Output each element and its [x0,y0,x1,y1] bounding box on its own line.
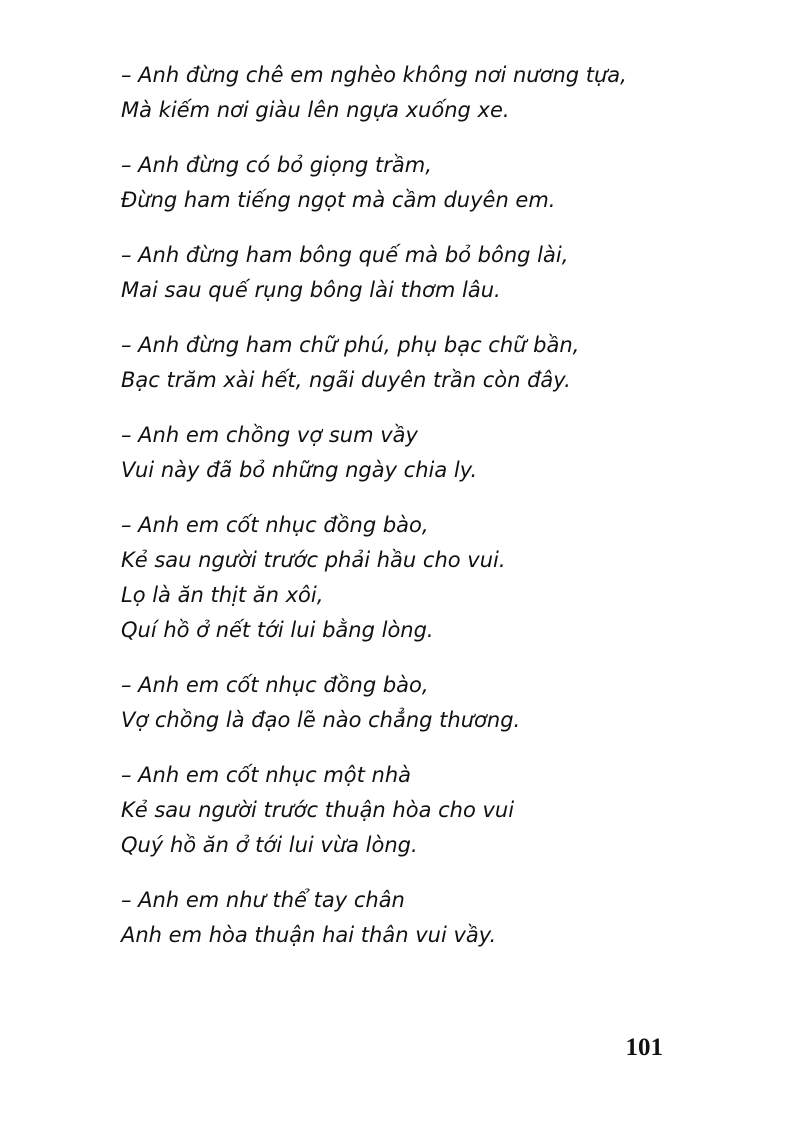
poem-line: – Anh em như thể tay chân [121,888,405,912]
poem-line: Bạc trăm xài hết, ngãi duyên trần còn đây. [121,368,571,392]
stanza [121,328,721,398]
poem-line: – Anh đừng ham chữ phú, phụ bạc chữ bần, [121,333,580,357]
poem-line: Kẻ sau người trước thuận hòa cho vui [121,798,515,822]
poem-line: Quý hồ ăn ở tới lui vừa lòng. [121,833,418,857]
poem-body [121,58,721,973]
stanza [121,418,721,488]
stanza [121,508,721,648]
poem-line: – Anh đừng có bỏ giọng trầm, [121,153,432,177]
poem-line: – Anh em cốt nhục một nhà [121,763,412,787]
poem-line: Mà kiếm nơi giàu lên ngựa xuống xe. [121,98,510,122]
poem-line: Mai sau quế rụng bông lài thơm lâu. [121,278,501,302]
stanza [121,238,721,308]
poem-line: – Anh em cốt nhục đồng bào, [121,513,429,537]
poem-line: – Anh đừng ham bông quế mà bỏ bông lài, [121,243,569,267]
stanza [121,668,721,738]
poem-line: – Anh em chồng vợ sum vầy [121,423,418,447]
poem-line: – Anh đừng chê em nghèo không nơi nương tựa, [121,63,627,87]
poem-line: Đừng ham tiếng ngọt mà cầm duyên em. [121,188,556,212]
stanza [121,148,721,218]
stanza [121,758,721,863]
poem-line: – Anh em cốt nhục đồng bào, [121,673,429,697]
stanza [121,58,721,128]
poem-line: Lọ là ăn thịt ăn xôi, [121,583,324,607]
poem-line: Kẻ sau người trước phải hầu cho vui. [121,548,506,572]
poem-line: Vui này đã bỏ những ngày chia ly. [121,458,478,482]
poem-line: Anh em hòa thuận hai thân vui vầy. [121,923,497,947]
poem-line: Quí hồ ở nết tới lui bằng lòng. [121,618,434,642]
poem-line: Vợ chồng là đạo lẽ nào chẳng thương. [121,708,521,732]
page-number: 101 [625,1034,663,1061]
stanza [121,883,721,953]
